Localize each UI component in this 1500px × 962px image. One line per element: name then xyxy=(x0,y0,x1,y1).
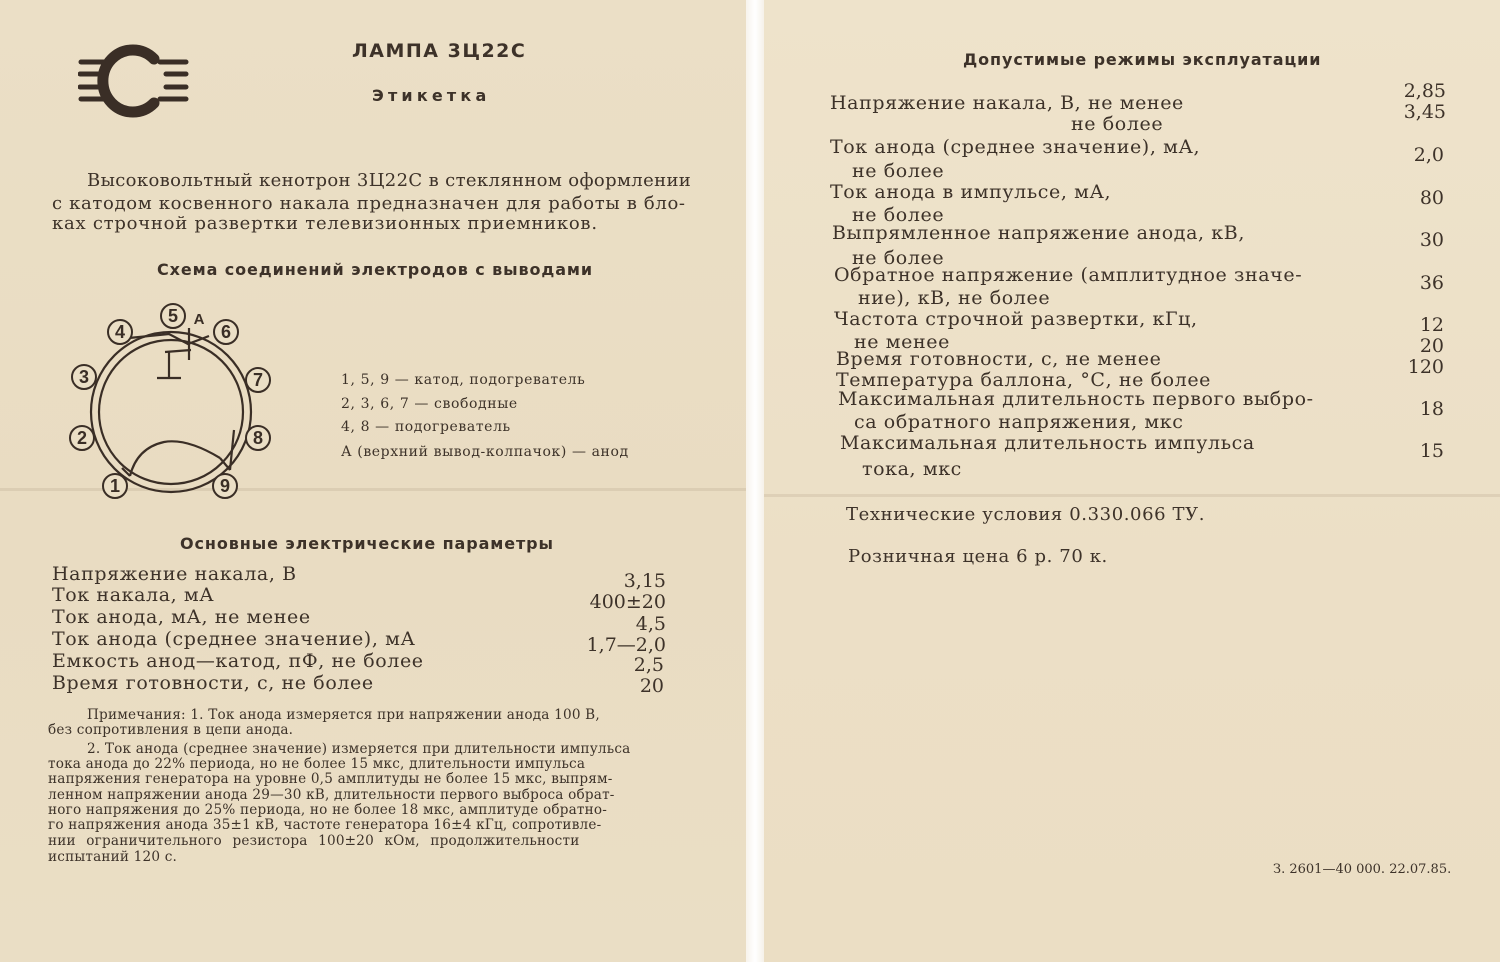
mode-value: 80 xyxy=(1419,187,1444,209)
anode-mark: А xyxy=(193,311,205,328)
pin-4 xyxy=(108,320,132,344)
mode-value: 20 xyxy=(1419,335,1444,357)
pin-connection-diagram xyxy=(62,298,284,506)
note-line: тока анода до 22% периода, но не более 15 мкс, длительности импульса xyxy=(48,756,586,772)
note-line: нии ограничительного резистора 100±20 кОм, продолжительности xyxy=(48,833,580,849)
pin-legend-line-4: А (верхний вывод-колпачок) — анод xyxy=(341,444,629,460)
pin-7 xyxy=(246,368,270,392)
mode-label: не более xyxy=(852,160,945,182)
param-value: 1,7—2,0 xyxy=(586,634,666,656)
technical-conditions: Технические условия 0.330.066 ТУ. xyxy=(846,504,1206,525)
print-code: З. 2601—40 000. 22.07.85. xyxy=(1273,862,1452,877)
mode-value: 2,0 xyxy=(1413,144,1444,166)
svg-text:3: 3 xyxy=(78,367,90,387)
operating-modes-heading: Допустимые режимы эксплуатации xyxy=(963,50,1322,69)
mode-label: Максимальная длительность импульса xyxy=(840,432,1255,454)
mode-label: Обратное напряжение (амплитудное значе- xyxy=(834,264,1303,286)
pin-3 xyxy=(72,365,96,389)
description-line-1: Высоковольтный кенотрон 3Ц22С в стеклянном оформлении xyxy=(87,170,692,191)
note-line: 2. Ток анода (среднее значение) измеряется при длительности импульса xyxy=(87,741,631,757)
param-label: Ток анода, мА, не менее xyxy=(52,606,311,628)
param-label: Емкость анод—катод, пФ, не более xyxy=(52,650,424,672)
mode-label: Температура баллона, °С, не более xyxy=(836,369,1212,391)
note-line: напряжения генератора на уровне 0,5 амплитуды не более 15 мкс, выпрям- xyxy=(48,771,613,787)
mode-label: Частота строчной развертки, кГц, xyxy=(834,308,1198,330)
schema-heading: Схема соединений электродов с выводами xyxy=(157,260,593,279)
pin-legend-line-3: 4, 8 — подогреватель xyxy=(341,419,511,435)
note-line: ленном напряжении анода 29—30 кВ, длительности первого выброса обрат- xyxy=(48,787,615,803)
mode-label: не более xyxy=(852,204,945,226)
svg-text:8: 8 xyxy=(252,428,264,448)
param-label: Ток анода (среднее значение), мА xyxy=(52,628,416,650)
mode-value: 15 xyxy=(1419,440,1444,462)
right-sheet xyxy=(764,0,1500,962)
mode-label: Ток анода (среднее значение), мА, xyxy=(830,136,1201,158)
svg-text:9: 9 xyxy=(219,476,231,496)
pin-1 xyxy=(103,474,127,498)
description-line-2: с катодом косвенного накала предназначен для работы в бло- xyxy=(52,193,686,214)
mode-label: не менее xyxy=(854,331,950,353)
note-line: испытаний 120 с. xyxy=(48,849,178,865)
document-title: ЛАМПА 3Ц22С xyxy=(352,40,527,62)
mode-label: не более xyxy=(852,247,945,269)
mode-label: Выпрямленное напряжение анода, кВ, xyxy=(832,222,1245,244)
paper-fold xyxy=(764,494,1500,497)
pin-6 xyxy=(214,320,238,344)
param-value: 4,5 xyxy=(635,613,666,635)
mode-label: тока, мкс xyxy=(862,458,962,480)
pin-legend-line-2: 2, 3, 6, 7 — свободные xyxy=(341,396,518,412)
mode-label: ние), кВ, не более xyxy=(858,287,1051,309)
note-line: без сопротивления в цепи анода. xyxy=(48,722,294,738)
pin-5 xyxy=(161,304,185,328)
mode-value: 36 xyxy=(1419,272,1444,294)
mode-label: са обратного напряжения, мкс xyxy=(854,411,1184,433)
param-label: Время готовности, с, не более xyxy=(52,672,374,694)
svg-text:1: 1 xyxy=(109,476,121,496)
svg-text:4: 4 xyxy=(114,322,126,342)
svg-text:6: 6 xyxy=(220,322,232,342)
svg-text:2: 2 xyxy=(76,428,88,448)
mode-value: 18 xyxy=(1419,398,1444,420)
svg-text:7: 7 xyxy=(252,370,264,390)
mode-value: 12 xyxy=(1419,314,1444,336)
pin-8 xyxy=(246,426,270,450)
param-label: Ток накала, мА xyxy=(52,584,215,606)
retail-price: Розничная цена 6 р. 70 к. xyxy=(848,546,1108,567)
note-line: ного напряжения до 25% периода, но не более 18 мкс, амплитуде обратно- xyxy=(48,802,608,818)
mode-label: не более xyxy=(1071,113,1164,135)
param-value: 400±20 xyxy=(589,591,666,613)
svg-text:5: 5 xyxy=(167,306,179,326)
mode-value: 30 xyxy=(1419,229,1444,251)
mode-value: 3,45 xyxy=(1403,101,1446,123)
mode-label: Время готовности, с, не менее xyxy=(836,348,1162,370)
mode-value: 2,85 xyxy=(1403,80,1446,102)
note-line: го напряжения анода 35±1 кВ, частоте генератора 16±4 кГц, сопротивле- xyxy=(48,817,602,833)
document-subtitle: Этикетка xyxy=(372,86,491,105)
pin-2 xyxy=(70,426,94,450)
sheet-gap xyxy=(746,0,764,962)
left-sheet xyxy=(0,0,746,962)
description-line-3: ках строчной развертки телевизионных приемников. xyxy=(52,213,598,234)
mode-label: Максимальная длительность первого выбро- xyxy=(838,388,1314,410)
param-value: 2,5 xyxy=(633,654,664,676)
pin-9 xyxy=(213,474,237,498)
param-value: 20 xyxy=(639,675,664,697)
manufacturer-logo xyxy=(78,40,190,122)
params-heading: Основные электрические параметры xyxy=(180,534,554,553)
mode-label: Напряжение накала, В, не менее xyxy=(830,92,1184,114)
note-line: Примечания: 1. Ток анода измеряется при напряжении анода 100 В, xyxy=(87,707,600,723)
param-label: Напряжение накала, В xyxy=(52,563,297,585)
param-value: 3,15 xyxy=(623,570,666,592)
mode-label: Ток анода в импульсе, мА, xyxy=(830,181,1112,203)
pin-legend-line-1: 1, 5, 9 — катод, подогреватель xyxy=(341,372,586,388)
mode-value: 120 xyxy=(1407,356,1444,378)
